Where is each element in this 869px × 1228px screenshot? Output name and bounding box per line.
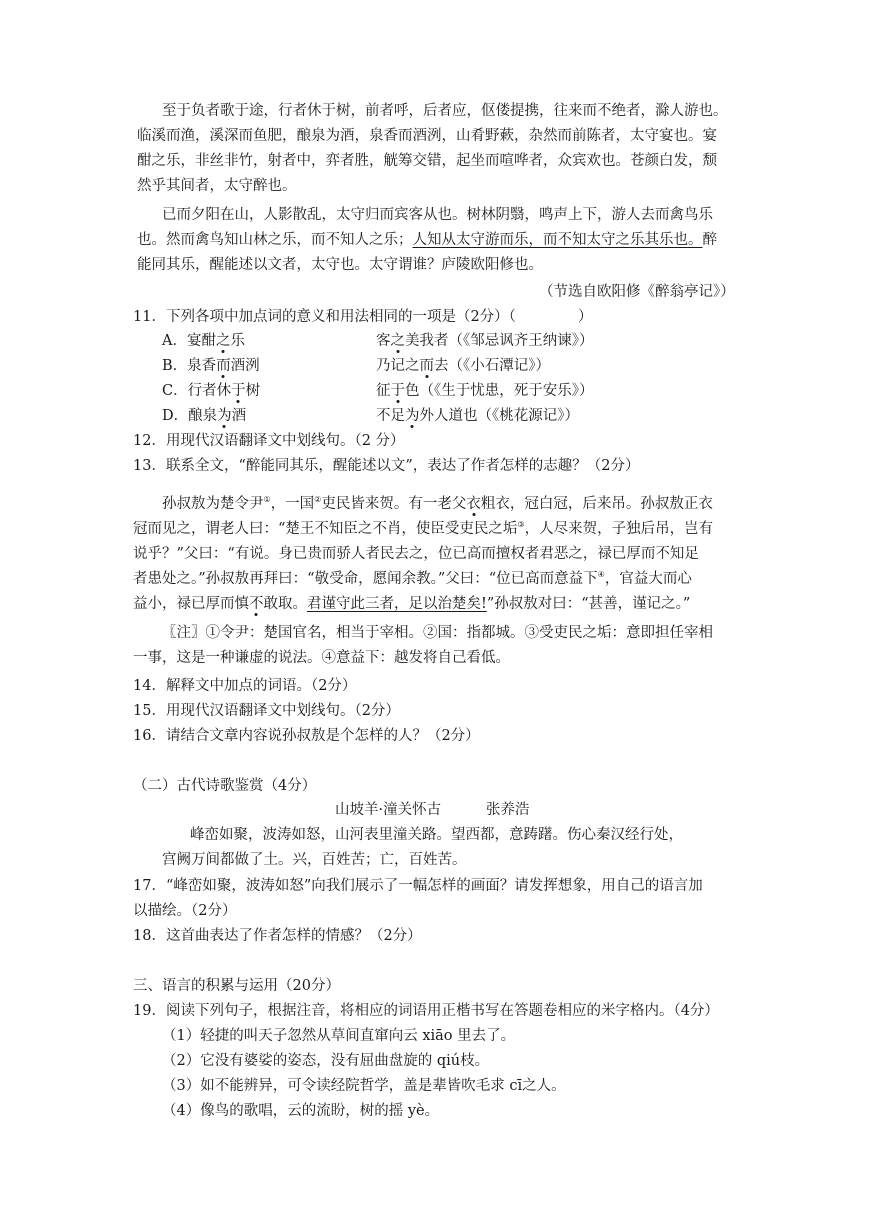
q19-item-3: （3）如不能辨异，可令读经院哲学，盖是辈皆吹毛求 cī之人。 bbox=[162, 1078, 566, 1094]
dotted-word: 之 bbox=[215, 333, 231, 349]
option-text: 行者休 bbox=[187, 383, 232, 399]
dotted-word: 衣 bbox=[466, 496, 481, 512]
dotted-word: 为 bbox=[217, 408, 232, 424]
passage-text: 者患处之。”孙叔敖再拜曰：“敬受命，愿闻余教。”父曰：“位已高而意益下 bbox=[133, 571, 598, 587]
dotted-word: 而 bbox=[419, 358, 434, 374]
passage-text: 益小，禄已厚而慎 bbox=[133, 596, 249, 612]
option-text: 宴酣 bbox=[186, 333, 216, 349]
question-17-line-1: 17．“峰峦如聚，波涛如怒”向我们展示了一幅怎样的画面？请发挥想象，用自己的语言加 bbox=[133, 878, 703, 894]
question-11-paren-close: ） bbox=[577, 309, 593, 325]
footnote-mark: ④ bbox=[597, 570, 605, 580]
passage2-line-2 bbox=[133, 519, 713, 539]
dotted-word: 为 bbox=[405, 408, 420, 424]
question-11 bbox=[133, 307, 592, 327]
option-text: 酒 bbox=[231, 408, 247, 424]
question-11-stem: 11．下列各项中加点词的意义和用法相同的一项是（2分）（ bbox=[133, 309, 516, 325]
passage-text: ，官益大而心 bbox=[604, 571, 692, 587]
poem-line-2: 宫阙万间都做了土。兴，百姓苦；亡，百姓苦。 bbox=[162, 852, 467, 868]
passage1-line-6-text: 也。然而禽鸟知山林之乐，而不知人之乐； bbox=[137, 232, 413, 248]
q11-option-b-left bbox=[162, 356, 260, 376]
passage1-line-2: 临溪而渔，溪深而鱼肥，酿泉为酒，泉香而酒洌，山肴野蔌，杂然而前陈者，太守宴也。宴 bbox=[137, 128, 717, 144]
option-text: 酿泉 bbox=[188, 408, 218, 424]
option-text: 客 bbox=[376, 333, 391, 349]
question-12: 12．用现代汉语翻译文中划线句。（2 分） bbox=[133, 433, 405, 449]
dotted-word: 于 bbox=[231, 383, 246, 399]
question-17-line-2: 以描绘。（2分） bbox=[133, 903, 237, 919]
question-15: 15．用现代汉语翻译文中划线句。（2分） bbox=[133, 703, 400, 719]
footnote-mark: ③ bbox=[517, 520, 525, 530]
passage1-source: （节选自欧阳修《醉翁亭记》） bbox=[539, 284, 735, 300]
passage1-line-4: 然乎其间者，太守醉也。 bbox=[137, 178, 297, 194]
passage2-line-1 bbox=[162, 494, 713, 514]
option-text: 不足 bbox=[376, 408, 405, 424]
dotted-word: 之 bbox=[390, 333, 405, 349]
passage-text: ”孙叔敖对曰：“甚善，谨记之。” bbox=[486, 596, 691, 612]
passage-text: 粗衣，冠白冠，后来吊。孙叔敖正衣 bbox=[480, 496, 713, 512]
passage2-line-5 bbox=[133, 594, 690, 614]
q11-option-b-right bbox=[376, 356, 550, 376]
passage2-line-4 bbox=[133, 569, 692, 589]
poem-title: 山坡羊·潼关怀古 bbox=[335, 802, 442, 818]
passage1-line-3: 酣之乐，非丝非竹，射者中，弈者胜，觥筹交错，起坐而喧哗者，众宾欢也。苍颜白发，颓 bbox=[137, 153, 717, 169]
option-text: 美我者（《邹忌讽齐王纳谏》） bbox=[405, 333, 594, 349]
option-text: 酒洌 bbox=[230, 358, 260, 374]
question-16: 16．请结合文章内容说孙叔敖是个怎样的人？（2分） bbox=[133, 728, 480, 744]
question-18: 18．这首曲表达了作者怎样的情感？（2分） bbox=[133, 928, 422, 944]
option-text: 树 bbox=[245, 383, 261, 399]
underlined-sentence-1: 人知从太守游而乐，而不知太守之乐其乐也。 bbox=[412, 232, 703, 248]
q11-option-a-right bbox=[376, 331, 594, 351]
passage-text: ，一国 bbox=[270, 496, 315, 512]
option-text: 外人道也（《桃花源记》） bbox=[419, 408, 579, 424]
question-13: 13．联系全文，“醉能同其乐，醒能述以文”，表达了作者怎样的志趣？（2分） bbox=[133, 458, 640, 474]
dotted-word: 而 bbox=[216, 358, 231, 374]
passage-text: 孙叔敖为楚令尹 bbox=[162, 496, 264, 512]
question-14: 14．解释文中加点的词语。（2分） bbox=[133, 678, 357, 694]
q11-option-a-left bbox=[162, 331, 245, 351]
option-label: C． bbox=[162, 383, 188, 399]
q11-option-d-left bbox=[162, 406, 246, 426]
q19-item-2: （2）它没有婆娑的姿态，没有屈曲盘旋的 qiú枝。 bbox=[162, 1053, 490, 1069]
passage-text: 冠而见之，谓老人曰：“楚王不知臣之不肖，使臣受吏民之垢 bbox=[133, 521, 518, 537]
q19-item-1: （1）轻捷的叫天子忽然从草间直窜向云 xiāo 里去了。 bbox=[162, 1028, 516, 1044]
passage1-line-5: 已而夕阳在山，人影散乱，太守归而宾客从也。树林阴翳，鸣声上下，游人去而禽鸟乐 bbox=[162, 207, 713, 223]
q11-option-d-right bbox=[376, 406, 579, 426]
passage1-line-6-tail: 醉 bbox=[702, 232, 717, 248]
q11-option-c-left bbox=[162, 381, 260, 401]
option-label: B． bbox=[162, 358, 188, 374]
section-3-heading: 三、语言的积累与运用（20分） bbox=[133, 978, 340, 994]
footnote-mark: ① bbox=[263, 495, 271, 505]
option-text: 泉香 bbox=[187, 358, 217, 374]
underlined-sentence-2: 君谨守此三者，足以治楚矣! bbox=[307, 596, 487, 612]
passage-text: 敢取。 bbox=[263, 596, 307, 612]
passage1-line-1: 至于负者歌于途，行者休于树，前者呼，后者应，伛偻提携，往来而不绝者，滁人游也。 bbox=[162, 103, 728, 119]
section-2-heading: （二）古代诗歌鉴赏（4分） bbox=[133, 778, 317, 794]
passage2-note-2: 一事，这是一种谦虚的说法。④意益下：越发将自己看低。 bbox=[133, 650, 510, 666]
passage2-note-1: 〖注〗①令尹：楚国官名，相当于宰相。②国：指都城。③受吏民之垢：意即担任宰相 bbox=[162, 625, 713, 641]
option-text: 去（《小石潭记》） bbox=[434, 358, 550, 374]
passage-text: ，人尽来贺，子独后吊，岂有 bbox=[524, 521, 714, 537]
footnote-mark: ② bbox=[314, 495, 322, 505]
question-19: 19．阅读下列句子，根据注音，将相应的词语用正楷书写在答题卷相应的米字格内。（4分） bbox=[133, 1003, 719, 1019]
option-text: 征 bbox=[376, 383, 391, 399]
option-text: 色（《生于忧患，死于安乐》） bbox=[405, 383, 594, 399]
passage1-line-7: 能同其乐，醒能述以文者，太守也。太守谓谁？庐陵欧阳修也。 bbox=[137, 257, 543, 273]
poem-author: 张养浩 bbox=[486, 802, 530, 818]
option-text: 乃记之 bbox=[376, 358, 420, 374]
q11-option-c-right bbox=[376, 381, 594, 401]
passage-text: 吏民皆来贺。有一老父 bbox=[321, 496, 467, 512]
option-label: D． bbox=[162, 408, 189, 424]
option-label: A． bbox=[162, 333, 187, 349]
option-text: 乐 bbox=[230, 333, 245, 349]
q19-item-4: （4）像鸟的歌唱，云的流盼，树的摇 yè。 bbox=[162, 1103, 440, 1119]
passage1-line-6 bbox=[137, 230, 717, 250]
passage2-line-3: 说乎？”父曰：“有说。身已贵而骄人者民去之，位已高而擅权者君恶之，禄已厚而不知足 bbox=[133, 546, 699, 562]
dotted-word: 于 bbox=[390, 383, 405, 399]
dotted-word: 不 bbox=[249, 596, 264, 612]
poem-line-1: 峰峦如聚，波涛如怒，山河表里潼关路。望西都，意踌躇。伤心秦汉经行处， bbox=[190, 827, 683, 843]
